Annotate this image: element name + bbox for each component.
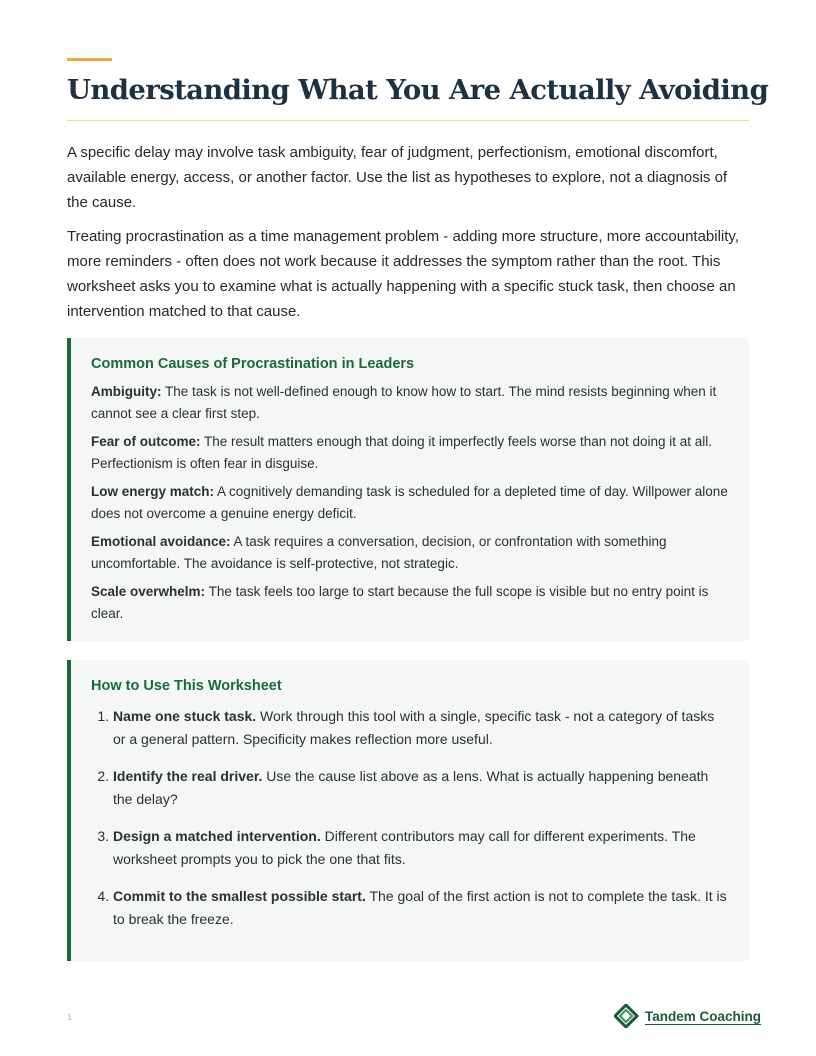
page-title: Understanding What You Are Actually Avoiding xyxy=(67,74,769,106)
step-term: Design a matched intervention. xyxy=(113,828,321,844)
cause-text: The task is not well-defined enough to know how to start. The mind resists beginning when it cannot see a clear first step. xyxy=(91,384,717,421)
cause-item xyxy=(91,481,729,525)
intro-paragraph-1: A specific delay may involve task ambiguity, fear of judgment, perfectionism, emotional discomfort, available energy, access, or another factor. Use the list as hypotheses to explore, not a diagnosis of the cause. xyxy=(67,144,728,211)
intro-paragraph-2: Treating procrastination as a time management problem - adding more structure, more accountability, more reminders - often does not work because it addresses the symptom rather than the root. This worksheet asks you to examine what is actually happening with a specific stuck task, then choose an intervention matched to that cause. xyxy=(67,228,739,320)
brand-name: Tandem Coaching xyxy=(645,1008,762,1024)
causes-title: Common Causes of Procrastination in Leaders xyxy=(91,356,415,372)
title-divider xyxy=(67,120,749,121)
cause-item xyxy=(91,381,729,425)
page-number: 1 xyxy=(67,1012,73,1022)
cause-term: Fear of outcome: xyxy=(91,434,201,449)
cause-item xyxy=(91,531,729,575)
diamond-logo-icon xyxy=(614,1004,640,1028)
cause-text: The task feels too large to start because the full scope is visible but no entry point is clear. xyxy=(91,584,709,621)
intro-section xyxy=(67,140,749,333)
title-accent-bar xyxy=(67,58,112,61)
step-term: Commit to the smallest possible start. xyxy=(113,888,366,904)
howto-step xyxy=(113,885,729,931)
cause-item xyxy=(91,431,729,475)
cause-text: A cognitively demanding task is scheduled for a depleted time of day. Willpower alone does not overcome a genuine energy deficit. xyxy=(91,484,728,521)
howto-title: How to Use This Worksheet xyxy=(91,678,282,694)
cause-text: A task requires a conversation, decision, or confrontation with something uncomfortable. The avoidance is self-protective, not strategic. xyxy=(91,534,667,571)
brand-logo xyxy=(614,1004,761,1028)
cause-term: Scale overwhelm: xyxy=(91,584,206,599)
howto-steps-list xyxy=(91,705,729,931)
step-text: Work through this tool with a single, specific task - not a category of tasks or a general pattern. Specificity makes reflection more useful. xyxy=(113,708,715,747)
cause-term: Emotional avoidance: xyxy=(91,534,231,549)
cause-item xyxy=(91,581,729,625)
howto-callout xyxy=(67,660,749,961)
cause-text: The result matters enough that doing it imperfectly feels worse than not doing it at all. Perfectionism is often fear in disguise. xyxy=(91,434,713,471)
howto-step xyxy=(113,825,729,871)
howto-step xyxy=(113,765,729,811)
step-term: Name one stuck task. xyxy=(113,708,257,724)
cause-term: Low energy match: xyxy=(91,484,215,499)
step-term: Identify the real driver. xyxy=(113,768,263,784)
causes-callout xyxy=(67,338,749,641)
step-text: Different contributors may call for different experiments. The worksheet prompts you to pick the one that fits. xyxy=(113,828,696,867)
step-text: Use the cause list above as a lens. What is actually happening beneath the delay? xyxy=(113,768,709,807)
step-text: The goal of the first action is not to complete the task. It is to break the freeze. xyxy=(113,888,727,927)
howto-step xyxy=(113,705,729,751)
cause-term: Ambiguity: xyxy=(91,384,162,399)
